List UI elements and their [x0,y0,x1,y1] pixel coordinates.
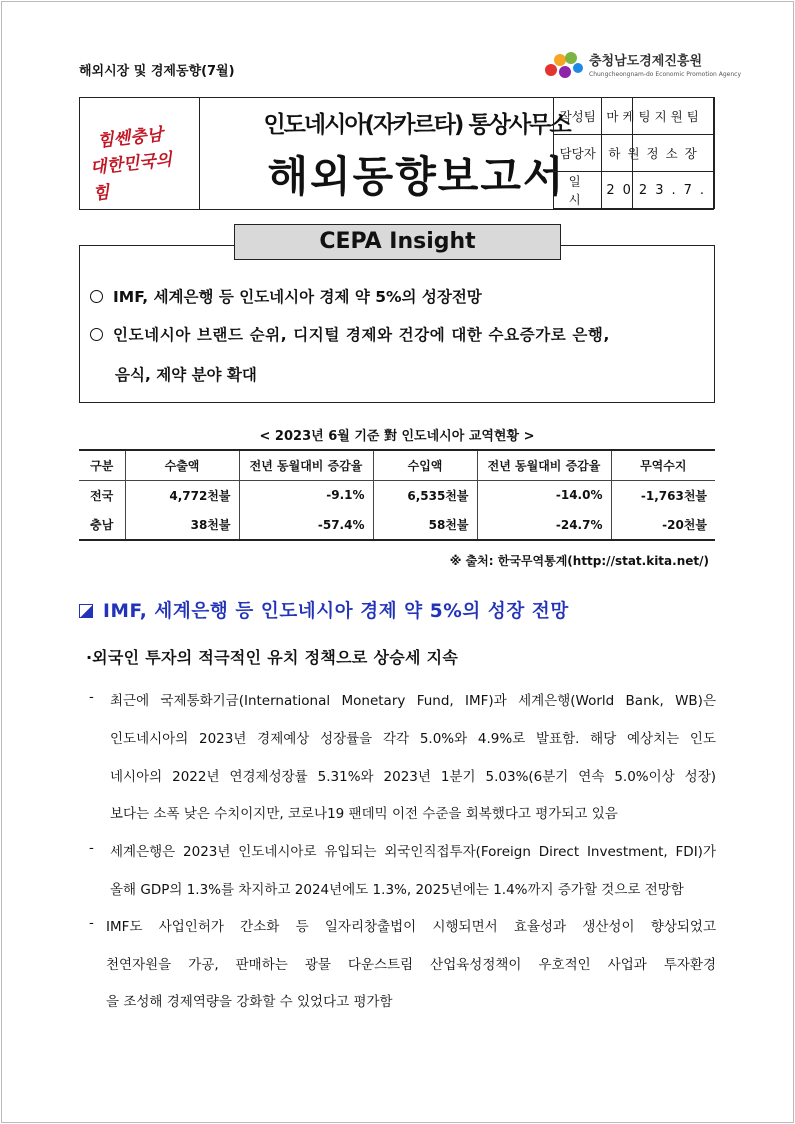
meta-value-date: 2023.7. [602,172,715,209]
slogan-calligraphy [80,98,200,209]
section-marker-icon [79,604,93,618]
table-cell: 4,772천불 [125,480,239,510]
report-title: 해외동향보고서 [267,152,566,201]
report-header [79,97,714,210]
trade-header-cell: 전년 동월대비 증감율 [477,450,611,480]
trade-header-cell: 수입액 [373,450,477,480]
table-cell: -20천불 [611,510,715,540]
section-heading [79,597,569,623]
trade-header-cell: 무역수지 [611,450,715,480]
para-2-line-2: 올해 GDP의 1.3%를 차지하고 2024년에도 1.3%, 2025년에는 1.4%까지 증가할 것으로 전망함 [110,882,684,898]
meta-value-manager: 하원정소장 [602,135,715,172]
cepa-item-1 [90,285,482,307]
para-2-line-1: 세계은행은 2023년 인도네시아로 유입되는 외국인직접투자(Foreign Direct Investment, FDI)가 [110,844,716,860]
cepa-item-2-text: 인도네시아 브랜드 순위, 디지털 경제와 건강에 대한 수요증가로 은행, [113,326,610,344]
table-cell: 6,535천불 [373,480,477,510]
table-row [79,510,715,540]
trade-table-header-row [79,450,715,480]
table-cell: -1,763천불 [611,480,715,510]
slogan-line-1: 힘쎈충남 [96,124,164,152]
agency-logo [543,48,742,84]
office-title: 인도네시아(자카르타) 통상사무소 [263,112,570,138]
table-cell: -9.1% [239,480,373,510]
slogan-line-2: 대한민국의 힘 [89,149,174,205]
section-heading-text: IMF, 세계은행 등 인도네시아 경제 약 5%의 성장 전망 [103,601,569,622]
document-label: 해외시장 및 경제동향(7월) [79,64,235,79]
para-3-line-1: IMF도 사업인허가 간소화 등 일자리창출법이 시행되면서 효율성과 생산성이 향상되었고 [106,919,716,935]
agency-logo-mark-icon [543,48,585,82]
table-cell: -57.4% [239,510,373,540]
circle-bullet-icon [90,328,103,341]
dash-bullet: - [89,840,94,856]
trade-header-cell: 수출액 [125,450,239,480]
trade-table-title: < 2023년 6월 기준 對 인도네시아 교역현황 > [259,429,535,444]
table-cell: 전국 [79,480,125,510]
cepa-item-1-text: IMF, 세계은행 등 인도네시아 경제 약 5%의 성장전망 [113,288,482,306]
meta-key-manager: 담당자 [554,135,602,172]
circle-bullet-icon [90,290,103,303]
cepa-item-2-cont: 음식, 제약 분야 확대 [115,366,257,384]
agency-subtitle: Chungcheongnam-do Economic Promotion Agency [589,71,742,78]
cepa-insight-title: CEPA Insight [234,224,561,260]
trade-header-cell: 구분 [79,450,125,480]
table-cell: 38천불 [125,510,239,540]
para-1-line-1: 최근에 국제통화기금(International Monetary Fund, IMF)과 세계은행(World Bank, WB)은 [110,693,716,709]
para-3-line-3: 을 조성해 경제역량을 강화할 수 있었다고 평가함 [106,994,393,1010]
meta-key-date: 일 시 [554,172,602,209]
trade-source-note: ※ 출처: 한국무역통계(http://stat.kita.net/) [449,554,709,568]
cepa-item-2 [90,323,610,345]
table-row [79,480,715,510]
trade-table [79,449,715,541]
meta-table [553,97,715,209]
sub-heading [86,645,458,668]
table-cell: -14.0% [477,480,611,510]
para-3-line-2: 천연자원을 가공, 판매하는 광물 다운스트림 산업육성정책이 우호적인 사업과 투자환경 [106,957,716,973]
dash-bullet: - [89,915,94,931]
dot-bullet-icon: · [86,648,93,667]
para-1-line-2: 인도네시아의 2023년 경제예상 성장률을 각각 5.0%와 4.9%로 발표함. 해당 예상치는 인도 [110,731,716,747]
agency-name: 충청남도경제진흥원 [589,54,703,69]
para-1-line-3: 네시아의 2022년 연경제성장률 5.31%와 2023년 1분기 5.03%(6분기 연속 5.0%이상 성장) [110,769,716,785]
table-cell: 충남 [79,510,125,540]
trade-header-cell: 전년 동월대비 증감율 [239,450,373,480]
para-1-line-4: 보다는 소폭 낮은 수치이지만, 코로나19 팬데믹 이전 수준을 회복했다고 평가되고 있음 [110,806,618,822]
meta-key-team: 작성팀 [554,98,602,135]
dash-bullet: - [89,689,94,705]
table-cell: 58천불 [373,510,477,540]
sub-heading-text: 외국인 투자의 적극적인 유치 정책으로 상승세 지속 [92,648,459,667]
meta-value-team: 마케팅지원팀 [602,98,715,135]
table-cell: -24.7% [477,510,611,540]
